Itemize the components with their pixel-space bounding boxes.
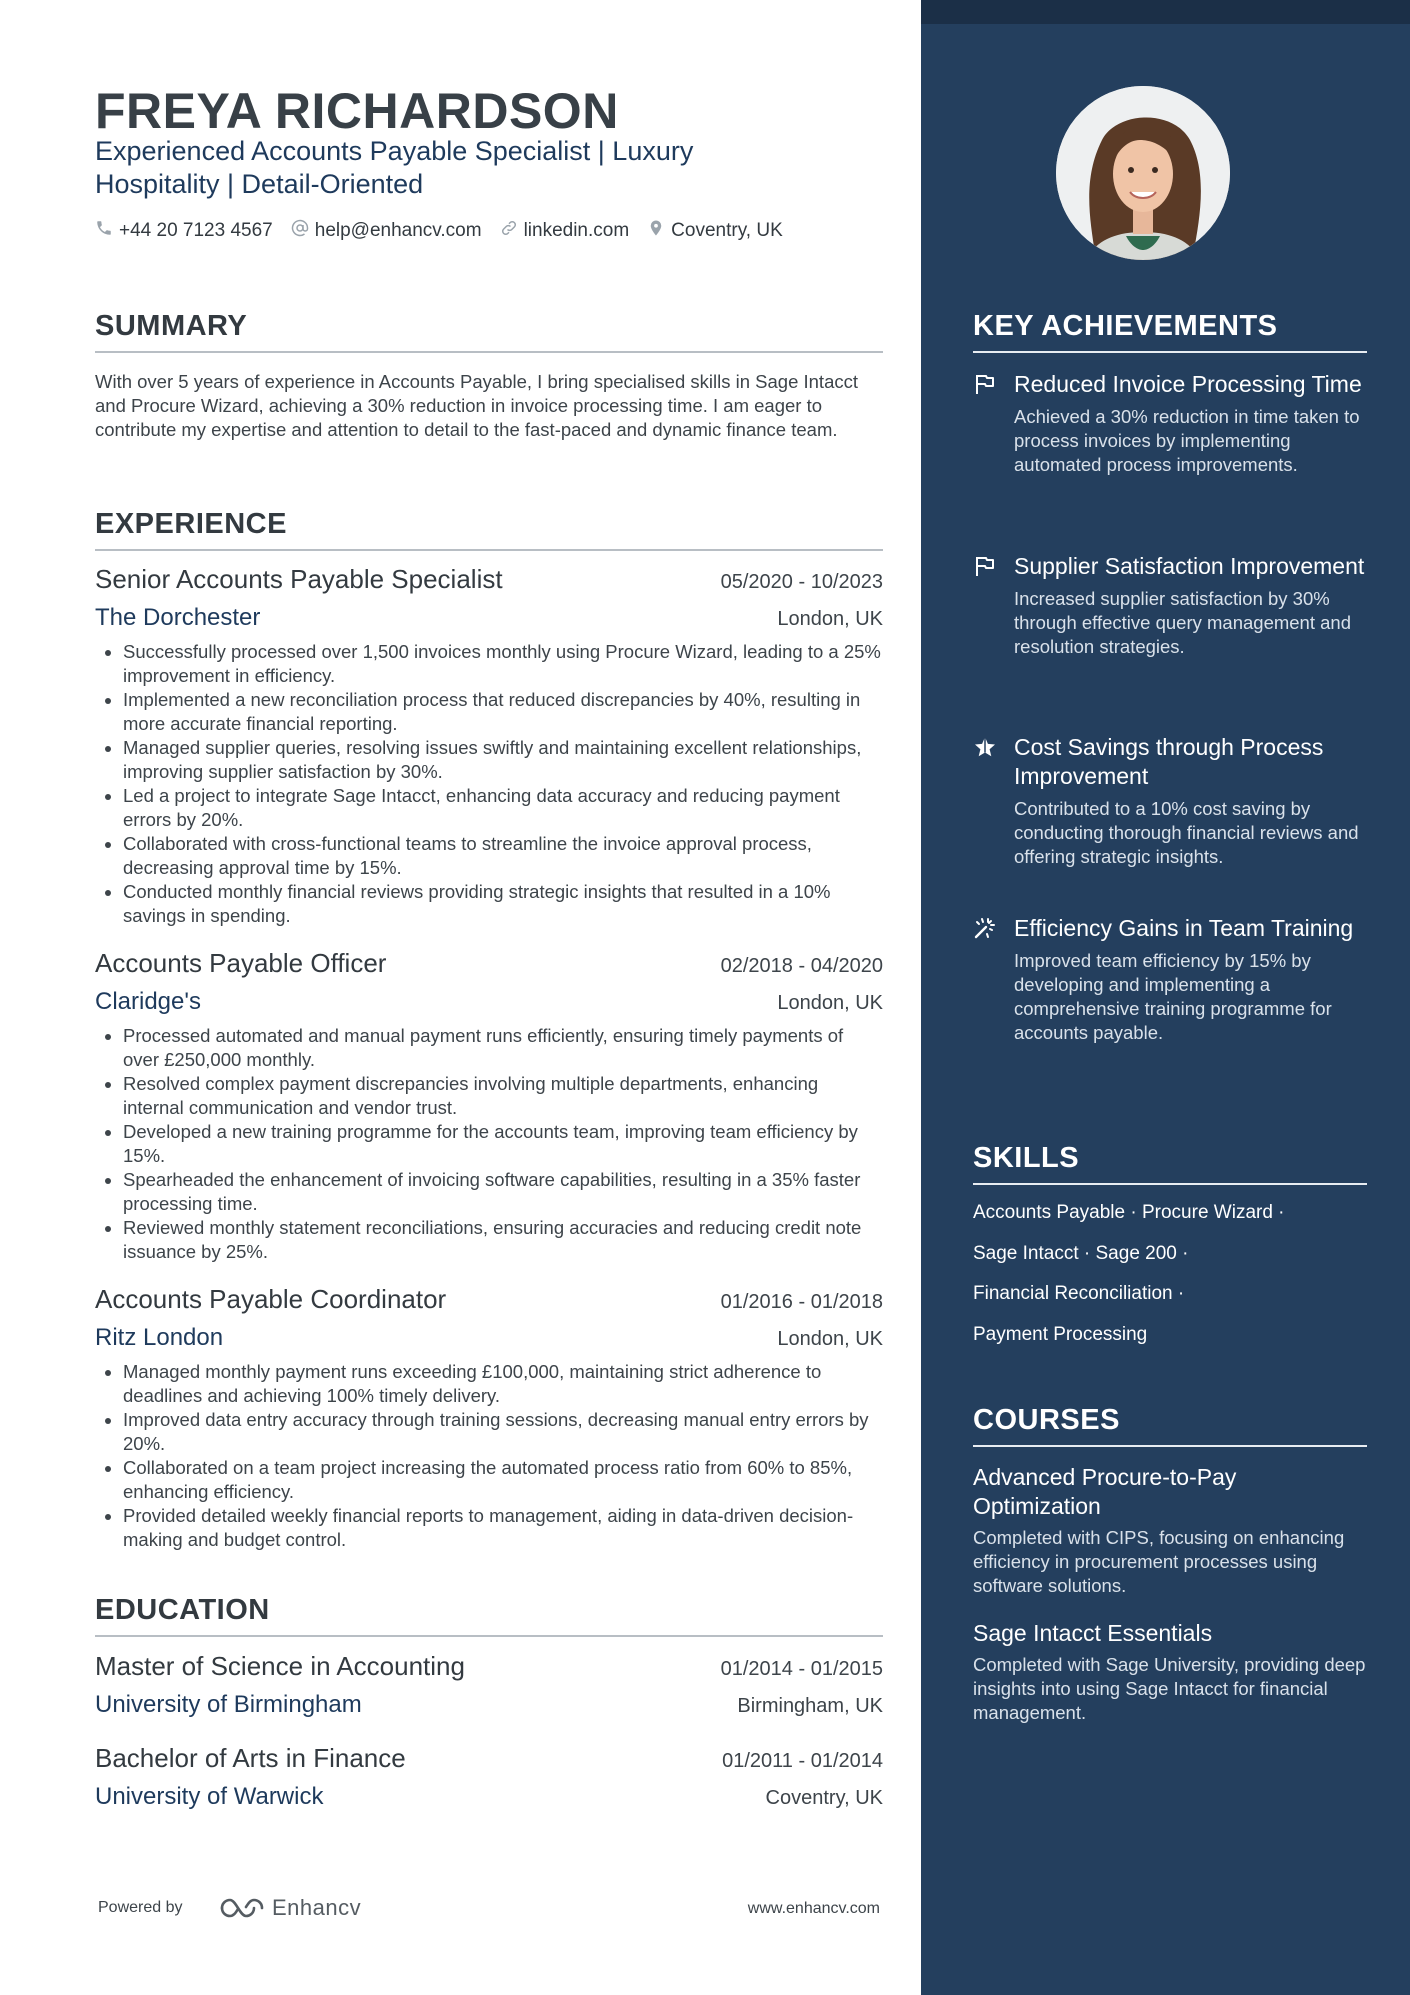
- education-heading: EDUCATION: [95, 1594, 883, 1637]
- website-link[interactable]: www.enhancv.com: [747, 1900, 880, 1917]
- degree-title: Bachelor of Arts in Finance: [95, 1743, 406, 1773]
- phone-text: +44 20 7123 4567: [119, 220, 273, 241]
- achievement-description: Contributed to a 10% cost saving by conducting thorough financial reviews and offering strategic insights.: [1014, 798, 1359, 867]
- job-bullet: • Developed a new training programme for the accounts team, improving team efficiency by 15%.: [123, 1120, 883, 1168]
- skill-line: Payment Processing: [973, 1323, 1148, 1345]
- achievement-title: Supplier Satisfaction Improvement: [1014, 553, 1365, 579]
- skills-heading: SKILLS: [973, 1142, 1367, 1185]
- link-icon: [500, 219, 518, 243]
- achievement-description: Improved team efficiency by 15% by developing and implementing a comprehensive training programme for accounts payable.: [1014, 950, 1332, 1043]
- job-dates: 01/2016 - 01/2018: [720, 1291, 883, 1313]
- job-bullet: • Managed monthly payment runs exceeding £100,000, maintaining strict adherence to deadlines and achieving 100% timely delivery.: [123, 1360, 883, 1408]
- linkedin-text: linkedin.com: [523, 220, 630, 241]
- job-bullet: • Reviewed monthly statement reconciliations, ensuring accuracies and reducing credit note issuance by 25%.: [123, 1216, 883, 1264]
- achievement-item: [973, 370, 1367, 477]
- achievement-title: Cost Savings through Process Improvement: [1014, 734, 1324, 789]
- achievement-title: Reduced Invoice Processing Time: [1014, 371, 1362, 397]
- summary-heading: SUMMARY: [95, 310, 883, 353]
- job-bullet: • Resolved complex payment discrepancies involving multiple departments, enhancing internal communication and vendor trust.: [123, 1072, 883, 1120]
- job-title: Senior Accounts Payable Specialist: [95, 564, 503, 594]
- job-bullet: • Improved data entry accuracy through training sessions, decreasing manual entry errors by 20%.: [123, 1408, 883, 1456]
- sidebar-top-bar: [921, 0, 1410, 24]
- education-dates: 01/2011 - 01/2014: [722, 1750, 883, 1772]
- course-description: Completed with Sage University, providing deep insights into using Sage Intacct for financial management.: [973, 1654, 1366, 1723]
- job-location: London, UK: [777, 608, 883, 630]
- education-entry: [95, 1743, 883, 1817]
- job-entry: [95, 1284, 883, 1552]
- sidebar: [921, 0, 1410, 1995]
- enhancv-brand: Enhancv: [272, 1895, 362, 1920]
- education-entry: [95, 1651, 883, 1725]
- job-bullet: • Conducted monthly financial reviews providing strategic insights that resulted in a 10% savings in spending.: [123, 880, 883, 928]
- achievement-item: [973, 914, 1367, 1045]
- skill-line: Sage Intacct · Sage 200 ·: [973, 1242, 1189, 1264]
- contact-bar: [95, 218, 783, 244]
- footer: [98, 1895, 880, 1925]
- courses-heading: COURSES: [973, 1404, 1367, 1447]
- job-title: Accounts Payable Officer: [95, 948, 387, 978]
- flag-icon: [973, 554, 997, 578]
- headline: Experienced Accounts Payable Specialist | Luxury Hospitality | Detail-Oriented: [95, 136, 694, 199]
- job-bullet: • Managed supplier queries, resolving issues swiftly and maintaining excellent relationships, improving supplier satisfaction by 30%.: [123, 736, 883, 784]
- enhancv-logo-mark-icon: [218, 1895, 266, 1921]
- skill-line: Accounts Payable · Procure Wizard ·: [973, 1202, 1285, 1223]
- at-icon: [291, 219, 309, 243]
- job-bullet: • Implemented a new reconciliation process that reduced discrepancies by 40%, resulting in more accurate financial reporting.: [123, 688, 883, 736]
- achievements-heading: KEY ACHIEVEMENTS: [973, 310, 1367, 353]
- course-description: Completed with CIPS, focusing on enhancing efficiency in procurement processes using software solutions.: [973, 1527, 1345, 1596]
- skills-list: [973, 1198, 1367, 1360]
- contact-linkedin[interactable]: [500, 219, 630, 243]
- education-dates: 01/2014 - 01/2015: [720, 1658, 883, 1680]
- company-name: The Dorchester: [95, 604, 261, 631]
- company-name: Ritz London: [95, 1324, 224, 1351]
- school-name: University of Warwick: [95, 1783, 324, 1810]
- job-bullet: • Spearheaded the enhancement of invoicing software capabilities, resulting in a 35% faster processing time.: [123, 1168, 883, 1216]
- job-bullets: [95, 1024, 883, 1264]
- job-location: London, UK: [777, 1328, 883, 1350]
- education-location: Birmingham, UK: [737, 1695, 883, 1717]
- candidate-name: FREYA RICHARDSON: [95, 83, 619, 139]
- fireworks-icon: [973, 916, 997, 940]
- degree-title: Master of Science in Accounting: [95, 1651, 465, 1681]
- job-title: Accounts Payable Coordinator: [95, 1284, 447, 1314]
- enhancv-logo[interactable]: [218, 1895, 361, 1921]
- job-bullet: • Led a project to integrate Sage Intacct, enhancing data accuracy and reducing payment errors by 20%.: [123, 784, 883, 832]
- company-name: Claridge's: [95, 988, 201, 1015]
- course-item: [973, 1619, 1367, 1725]
- location-text: Coventry, UK: [671, 220, 783, 241]
- achievement-title: Efficiency Gains in Team Training: [1014, 915, 1354, 941]
- job-dates: 02/2018 - 04/2020: [720, 955, 883, 977]
- contact-location: [647, 219, 783, 243]
- school-name: University of Birmingham: [95, 1691, 362, 1718]
- achievement-item: [973, 552, 1367, 659]
- experience-heading: EXPERIENCE: [95, 508, 883, 551]
- course-title: Sage Intacct Essentials: [973, 1620, 1213, 1646]
- job-bullet: • Provided detailed weekly financial reports to management, aiding in data-driven decision-making and budget control.: [123, 1504, 883, 1552]
- job-bullet: • Collaborated on a team project increasing the automated process ratio from 60% to 85%, enhancing efficiency.: [123, 1456, 883, 1504]
- course-item: [973, 1463, 1367, 1598]
- job-entry: [95, 564, 883, 928]
- profile-photo: [1056, 86, 1230, 260]
- job-bullet: • Successfully processed over 1,500 invoices monthly using Procure Wizard, leading to a 25% improvement in efficiency.: [123, 640, 883, 688]
- job-dates: 05/2020 - 10/2023: [720, 571, 883, 593]
- job-bullet: • Collaborated with cross-functional teams to streamline the invoice approval process, decreasing approval time by 15%.: [123, 832, 883, 880]
- summary-text: With over 5 years of experience in Accounts Payable, I bring specialised skills in Sage Intacct and Procure Wizard, achieving a 30% reduction in invoice processing time. I am eager to contribute my expertise and attention to detail to the fast-paced and dynamic finance team.: [95, 371, 858, 440]
- job-entry: [95, 948, 883, 1264]
- job-bullet: • Processed automated and manual payment runs efficiently, ensuring timely payments of over £250,000 monthly.: [123, 1024, 883, 1072]
- email-text: help@enhancv.com: [314, 220, 482, 241]
- contact-email[interactable]: [291, 219, 482, 243]
- star-icon: [973, 735, 997, 759]
- achievement-item: [973, 733, 1367, 869]
- powered-by-label: Powered by: [98, 1899, 183, 1916]
- skill-line: Financial Reconciliation ·: [973, 1283, 1185, 1304]
- job-bullets: [95, 1360, 883, 1552]
- contact-phone: [95, 219, 273, 243]
- job-location: London, UK: [777, 992, 883, 1014]
- phone-icon: [95, 219, 113, 243]
- avatar: [1056, 86, 1230, 260]
- flag-icon: [973, 372, 997, 396]
- achievement-description: Increased supplier satisfaction by 30% through effective query management and resolution strategies.: [1014, 588, 1351, 657]
- achievement-description: Achieved a 30% reduction in time taken to process invoices by implementing automated process improvements.: [1014, 406, 1360, 475]
- job-bullets: [95, 640, 883, 928]
- education-location: Coventry, UK: [765, 1787, 883, 1809]
- location-pin-icon: [647, 219, 665, 243]
- course-title: Advanced Procure-to-Pay Optimization: [973, 1464, 1237, 1519]
